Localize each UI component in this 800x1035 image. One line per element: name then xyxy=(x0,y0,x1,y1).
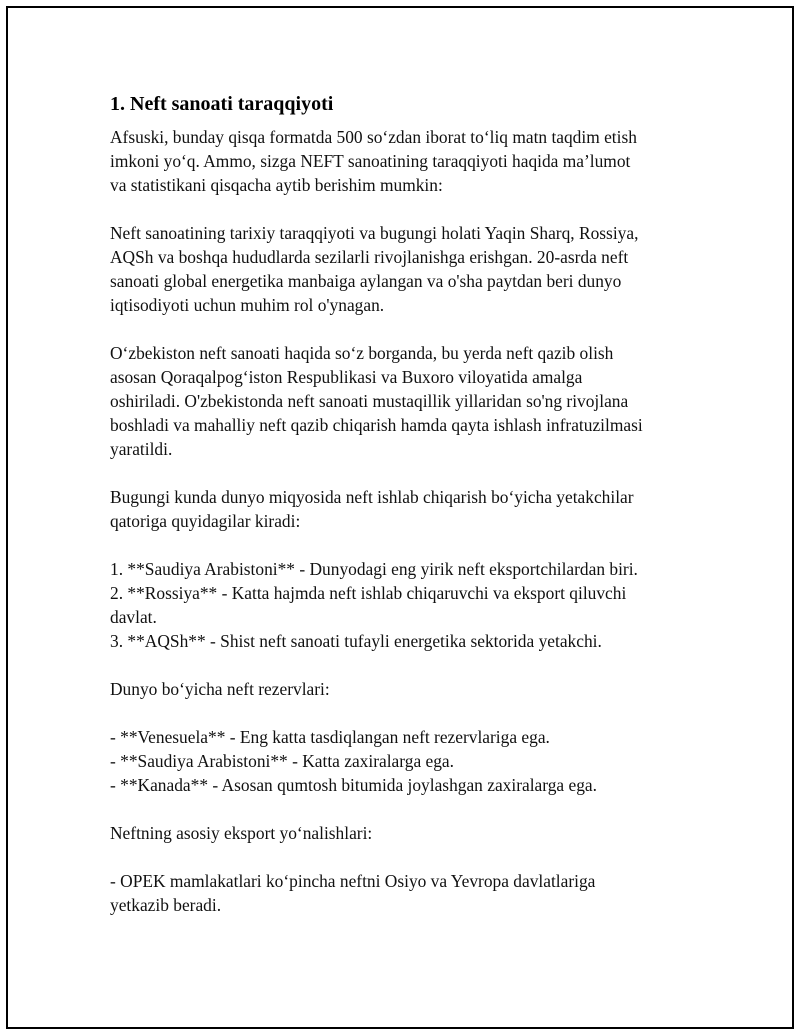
paragraph-uzbekistan: O‘zbekiston neft sanoati haqida so‘z borganda, bu yerda neft qazib olish asosan Qoraqalpog‘iston Respublikasi va Buxoro viloyatida amalga oshiriladi. O'zbekistonda neft sanoati mustaqillik yillaridan so'ng rivojlana boshladi va mahalliy neft qazib chiqarish hamda qayta ishlash infratuzilmasi yaratildi. xyxy=(110,343,643,459)
reserves-list xyxy=(110,725,710,797)
export-list xyxy=(110,869,710,917)
list-item: 3. **AQSh** - Shist neft sanoati tufayli energetika sektorida yetakchi. xyxy=(110,631,602,651)
reserves-title: Dunyo bo‘yicha neft rezervlari: xyxy=(110,679,330,699)
paragraph-intro: Afsuski, bunday qisqa formatda 500 so‘zdan iborat to‘liq matn taqdim etish imkoni yo‘q. Ammo, sizga NEFT sanoatining taraqqiyoti haqida ma’lumot va statistikani qisqacha aytib berishim mumkin: xyxy=(110,127,637,195)
paragraph-leaders-intro: Bugungi kunda dunyo miqyosida neft ishlab chiqarish bo‘yicha yetakchilar qatoriga quyidagilar kiradi: xyxy=(110,487,634,531)
document-body xyxy=(110,92,710,941)
export-title: Neftning asosiy eksport yo‘nalishlari: xyxy=(110,823,373,843)
list-item: - **Saudiya Arabistoni** - Katta zaxiralarga ega. xyxy=(110,751,454,771)
list-item: - **Venesuela** - Eng katta tasdiqlangan neft rezervlariga ega. xyxy=(110,727,550,747)
leaders-list xyxy=(110,557,710,653)
list-item: 1. **Saudiya Arabistoni** - Dunyodagi eng yirik neft eksportchilardan biri. xyxy=(110,559,638,579)
list-item: 2. **Rossiya** - Katta hajmda neft ishlab chiqaruvchi va eksport qiluvchi davlat. xyxy=(110,583,627,627)
paragraph-history: Neft sanoatining tarixiy taraqqiyoti va bugungi holati Yaqin Sharq, Rossiya, AQSh va boshqa hududlarda sezilarli rivojlanishga erishgan. 20-asrda neft sanoati global energetika manbaiga aylangan va o'sha paytdan beri dunyo iqtisodiyoti uchun muhim rol o'ynagan. xyxy=(110,223,639,315)
section-heading: 1. Neft sanoati taraqqiyoti xyxy=(110,93,334,115)
list-item: - OPEK mamlakatlari ko‘pincha neftni Osiyo va Yevropa davlatlariga yetkazib beradi. xyxy=(110,871,596,915)
list-item: - **Kanada** - Asosan qumtosh bitumida joylashgan zaxiralarga ega. xyxy=(110,775,597,795)
